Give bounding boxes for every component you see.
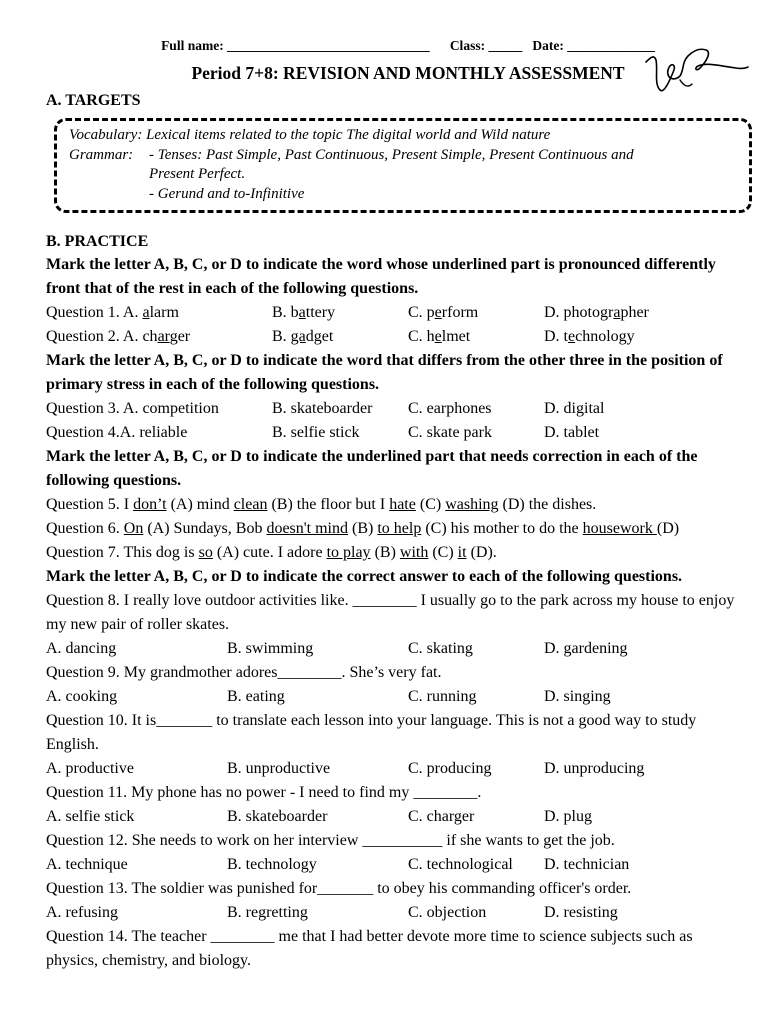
q12-option-a: A. technique bbox=[46, 856, 128, 873]
grammar-line-1: - Tenses: Past Simple, Past Continuous, Present Simple, Present Continuous and bbox=[149, 146, 634, 163]
question-13-options bbox=[46, 901, 740, 925]
grammar-label: Grammar: bbox=[69, 146, 134, 163]
question-1 bbox=[46, 301, 740, 325]
q4-option-b: B. selfie stick bbox=[272, 424, 360, 441]
date-label: Date: bbox=[532, 38, 564, 53]
page-title: Period 7+8: REVISION AND MONTHLY ASSESSMENT bbox=[191, 63, 625, 83]
question-2 bbox=[46, 325, 740, 349]
q8-option-c: C. skating bbox=[408, 640, 473, 657]
q10-option-c: C. producing bbox=[408, 760, 492, 777]
section-b bbox=[46, 231, 740, 973]
q9-option-b: B. eating bbox=[227, 688, 285, 705]
q3-option-d: D. digital bbox=[544, 400, 605, 417]
q11-option-c: C. charger bbox=[408, 808, 475, 825]
q13-option-b: B. regretting bbox=[227, 904, 308, 921]
question-13-stem: Question 13. The soldier was punished for_______ to obey his commanding officer's order. bbox=[46, 880, 632, 897]
q12-option-c: C. technological bbox=[408, 856, 513, 873]
date-blank: _____________ bbox=[567, 38, 655, 53]
q9-option-c: C. running bbox=[408, 688, 477, 705]
q9-option-a: A. cooking bbox=[46, 688, 118, 705]
grammar-target bbox=[69, 146, 737, 166]
student-info-line bbox=[46, 36, 740, 56]
question-8-options bbox=[46, 637, 740, 661]
question-12-options bbox=[46, 853, 740, 877]
question-10-options bbox=[46, 757, 740, 781]
question-11-stem: Question 11. My phone has no power - I need to find my ________. bbox=[46, 784, 482, 801]
q12-option-b: B. technology bbox=[227, 856, 317, 873]
question-8-stem: Question 8. I really love outdoor activities like. ________ I usually go to the park across my house to enjoy my new pair of roller skates. bbox=[46, 592, 735, 633]
instruction-error-correction: Mark the letter A, B, C, or D to indicate the underlined part that needs correction in each of the following questions. bbox=[46, 448, 698, 489]
question-9-stem: Question 9. My grandmother adores________. She’s very fat. bbox=[46, 664, 442, 681]
q3-option-a: Question 3. A. competition bbox=[46, 400, 219, 417]
worksheet-page bbox=[46, 36, 740, 973]
q3-option-b: B. skateboarder bbox=[272, 400, 373, 417]
q9-option-d: D. singing bbox=[544, 688, 611, 705]
vocabulary-target: Vocabulary: Lexical items related to the topic The digital world and Wild nature bbox=[69, 127, 551, 143]
class-blank: _____ bbox=[488, 38, 523, 53]
q12-option-d: D. technician bbox=[544, 856, 630, 873]
question-7: Question 7. This dog is so (A) cute. I adore to play (B) with (C) it (D). bbox=[46, 544, 497, 561]
question-14-stem: Question 14. The teacher ________ me that I had better devote more time to science subjects such as physics, chemistry, and biology. bbox=[46, 928, 693, 969]
q8-option-d: D. gardening bbox=[544, 640, 628, 657]
q4-option-c: C. skate park bbox=[408, 424, 492, 441]
full-name-label: Full name: bbox=[161, 38, 224, 53]
instruction-stress: Mark the letter A, B, C, or D to indicate the word that differs from the other three in the position of primary stress in each of the following questions. bbox=[46, 352, 723, 393]
question-5: Question 5. I don’t (A) mind clean (B) the floor but I hate (C) washing (D) the dishes. bbox=[46, 496, 597, 513]
q13-option-d: D. resisting bbox=[544, 904, 618, 921]
q1-option-a: Question 1. A. alarm bbox=[46, 304, 179, 321]
instruction-multiple-choice: Mark the letter A, B, C, or D to indicate the correct answer to each of the following questions. bbox=[46, 568, 683, 585]
q10-option-d: D. unproducing bbox=[544, 760, 645, 777]
grammar-line-3: - Gerund and to-Infinitive bbox=[149, 185, 305, 202]
q13-option-c: C. objection bbox=[408, 904, 487, 921]
q4-option-a: Question 4.A. reliable bbox=[46, 424, 188, 441]
class-label: Class: bbox=[449, 38, 486, 53]
section-a-heading: A. TARGETS bbox=[46, 92, 141, 109]
question-4 bbox=[46, 421, 740, 445]
question-3 bbox=[46, 397, 740, 421]
q11-option-a: A. selfie stick bbox=[46, 808, 135, 825]
q3-option-c: C. earphones bbox=[408, 400, 492, 417]
question-11-options bbox=[46, 805, 740, 829]
question-9-options bbox=[46, 685, 740, 709]
q1-option-b: B. battery bbox=[272, 304, 336, 321]
q2-option-c: C. helmet bbox=[408, 328, 471, 345]
q4-option-d: D. tablet bbox=[544, 424, 600, 441]
q8-option-b: B. swimming bbox=[227, 640, 314, 657]
full-name-blank: ______________________________ bbox=[227, 38, 430, 53]
q10-option-a: A. productive bbox=[46, 760, 134, 777]
section-b-heading: B. PRACTICE bbox=[46, 233, 149, 250]
question-10-stem: Question 10. It is_______ to translate each lesson into your language. This is not a good way to study English. bbox=[46, 712, 697, 753]
q2-option-a: Question 2. A. charger bbox=[46, 328, 191, 345]
q11-option-d: D. plug bbox=[544, 808, 592, 825]
q13-option-a: A. refusing bbox=[46, 904, 118, 921]
q2-option-b: B. gadget bbox=[272, 328, 334, 345]
q11-option-b: B. skateboarder bbox=[227, 808, 328, 825]
q1-option-c: C. perform bbox=[408, 304, 479, 321]
question-12-stem: Question 12. She needs to work on her interview __________ if she wants to get the job. bbox=[46, 832, 615, 849]
grammar-line-2: Present Perfect. bbox=[149, 166, 246, 182]
q2-option-d: D. technology bbox=[544, 328, 635, 345]
q8-option-a: A. dancing bbox=[46, 640, 117, 657]
question-6: Question 6. On (A) Sundays, Bob doesn't mind (B) to help (C) his mother to do the housework (D) bbox=[46, 520, 680, 537]
q1-option-d: D. photographer bbox=[544, 304, 649, 321]
q10-option-b: B. unproductive bbox=[227, 760, 331, 777]
targets-box bbox=[54, 118, 752, 213]
instruction-pronunciation: Mark the letter A, B, C, or D to indicate the word whose underlined part is pronounced differently front that of the rest in each of the following questions. bbox=[46, 256, 716, 297]
